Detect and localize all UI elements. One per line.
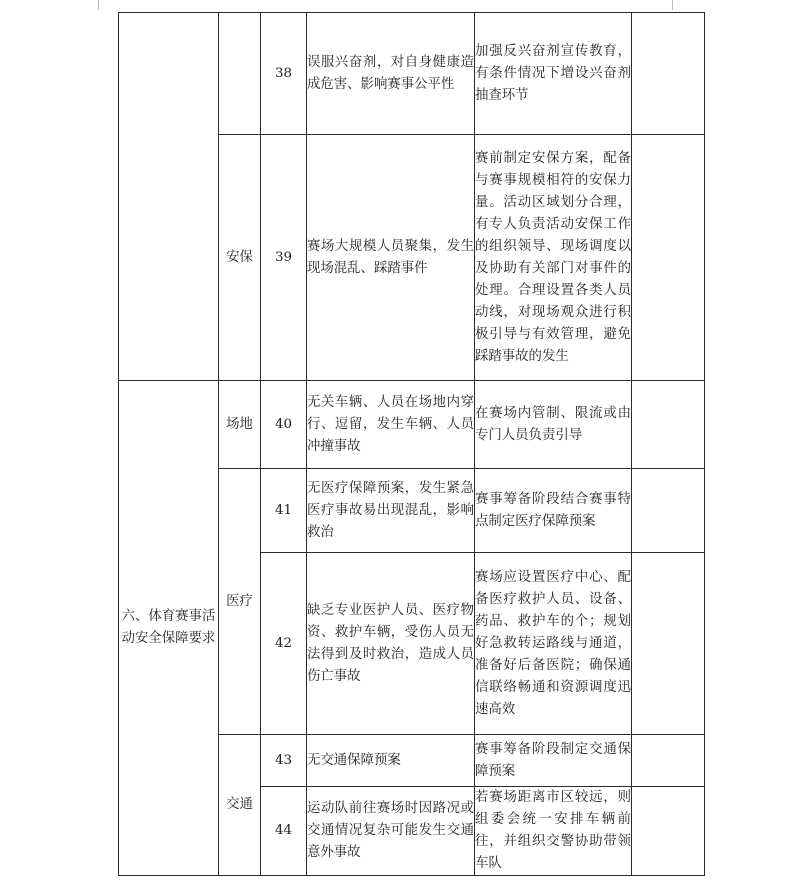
control-measure: 在赛场内管制、限流或由专门人员负责引导	[475, 381, 632, 469]
risk-description: 缺乏专业医护人员、医疗物资、救护车辆，受伤人员无法得到及时救治，造成人员伤亡事故	[307, 553, 475, 735]
note-cell	[632, 469, 705, 553]
page-top-edge	[0, 0, 792, 1]
note-cell	[632, 381, 705, 469]
control-measure: 若赛场距离市区较远，则组委会统一安排车辆前往，并组织交警协助带领车队	[475, 787, 632, 876]
row-number: 43	[261, 735, 307, 787]
risk-description: 误服兴奋剂，对自身健康造成危害、影响赛事公平性	[307, 13, 475, 135]
table-row	[119, 13, 705, 135]
note-cell	[632, 787, 705, 876]
margin-mark-right	[672, 0, 673, 10]
risk-description: 无关车辆、人员在场地内穿行、逗留，发生车辆、人员冲撞事故	[307, 381, 475, 469]
note-cell	[632, 135, 705, 381]
sub-category-cell	[219, 13, 261, 135]
risk-description: 无医疗保障预案，发生紧急医疗事故易出现混乱，影响救治	[307, 469, 475, 553]
margin-mark-left	[98, 0, 99, 10]
control-measure: 赛事筹备阶段结合赛事特点制定医疗保障预案	[475, 469, 632, 553]
control-measure: 加强反兴奋剂宣传教育，有条件情况下增设兴奋剂抽查环节	[475, 13, 632, 135]
note-cell	[632, 735, 705, 787]
sub-category-cell: 场地	[219, 381, 261, 469]
risk-description: 赛场大规模人员聚集，发生现场混乱、踩踏事件	[307, 135, 475, 381]
risk-description: 无交通保障预案	[307, 735, 475, 787]
row-number: 39	[261, 135, 307, 381]
row-number: 44	[261, 787, 307, 876]
note-cell	[632, 553, 705, 735]
risk-description: 运动队前往赛场时因路况或交通情况复杂可能发生交通意外事故	[307, 787, 475, 876]
row-number: 42	[261, 553, 307, 735]
row-number: 40	[261, 381, 307, 469]
category-cell-upper	[119, 13, 219, 381]
safety-requirements-table	[118, 12, 705, 876]
row-number: 38	[261, 13, 307, 135]
sub-category-cell: 交通	[219, 735, 261, 876]
sub-category-cell: 安保	[219, 135, 261, 381]
control-measure: 赛事筹备阶段制定交通保障预案	[475, 735, 632, 787]
note-cell	[632, 13, 705, 135]
row-number: 41	[261, 469, 307, 553]
control-measure: 赛场应设置医疗中心、配备医疗救护人员、设备、药品、救护车的个；规划好急救转运路线与通道，准备好后备医院；确保通信联络畅通和资源调度迅速高效	[475, 553, 632, 735]
sub-category-cell: 医疗	[219, 469, 261, 735]
category-cell: 六、体育赛事活动安全保障要求	[119, 381, 219, 876]
control-measure: 赛前制定安保方案，配备与赛事规模相符的安保力量。活动区域划分合理，有专人负责活动安保工作的组织领导、现场调度以及协助有关部门对事件的处理。合理设置各类人员动线，对现场观众进行积极引导与有效管理，避免踩踏事故的发生	[475, 135, 632, 381]
table-row	[119, 381, 705, 469]
